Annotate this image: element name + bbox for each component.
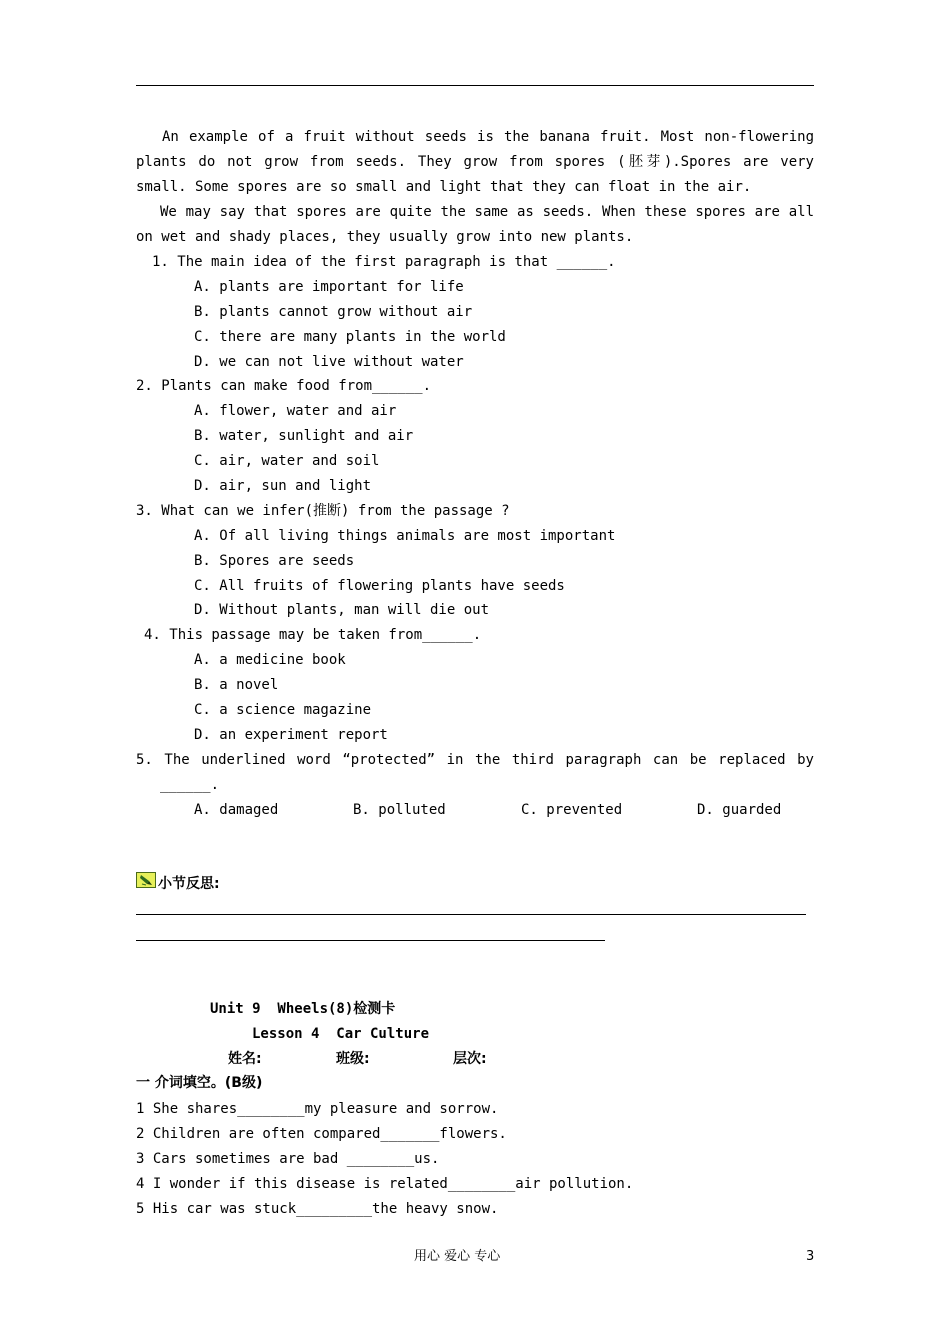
question-5-stem-continued: ______.	[160, 777, 220, 793]
question-1-stem: 1. The main idea of the first paragraph is that ______.	[152, 254, 616, 270]
level-label: 层次:	[453, 1051, 487, 1067]
passage-p1-line3: small. Some spores are so small and light that they can float in the air.	[136, 179, 752, 195]
question-1-option-a: A. plants are important for life	[194, 279, 464, 295]
reflection-line-1	[136, 914, 806, 915]
question-1-option-b: B. plants cannot grow without air	[194, 304, 473, 320]
unit-title: Unit 9 Wheels(8)检测卡	[210, 1001, 396, 1017]
passage-p1-line1: An example of a fruit without seeds is the banana fruit. Most non-flowering	[162, 129, 814, 145]
question-5-stem: 5. The underlined word “protected” in the third paragraph can be replaced by	[136, 752, 814, 768]
question-2-stem: 2. Plants can make food from______.	[136, 378, 432, 394]
lesson-title: Lesson 4 Car Culture	[252, 1026, 430, 1042]
header-rule	[136, 85, 814, 86]
question-5-option-b: B. polluted	[353, 802, 446, 818]
question-4-option-c: C. a science magazine	[194, 702, 372, 718]
question-3-option-b: B. Spores are seeds	[194, 553, 355, 569]
pencil-icon	[136, 872, 156, 888]
question-5-option-d: D. guarded	[697, 802, 782, 818]
part-heading: 一 介词填空。(B级)	[136, 1075, 263, 1091]
passage-p1-line2: plants do not grow from seeds. They grow from spores (胚芽).Spores are very	[136, 154, 814, 170]
question-4-stem: 4. This passage may be taken from______.	[144, 627, 482, 643]
passage-p2-line1: We may say that spores are quite the same as seeds. When these spores are all	[160, 204, 814, 220]
reflection-line-2	[136, 940, 605, 941]
question-5-option-a: A. damaged	[194, 802, 279, 818]
page-number: 3	[806, 1249, 815, 1264]
name-label: 姓名:	[228, 1051, 262, 1067]
question-3-option-a: A. Of all living things animals are most important	[194, 528, 616, 544]
question-2-option-c: C. air, water and soil	[194, 453, 380, 469]
question-2-option-a: A. flower, water and air	[194, 403, 397, 419]
question-2-option-b: B. water, sunlight and air	[194, 428, 414, 444]
question-3-option-c: C. All fruits of flowering plants have seeds	[194, 578, 565, 594]
fill-item-1: 1 She shares________my pleasure and sorrow.	[136, 1101, 499, 1117]
footer-motto: 用心 爱心 专心	[414, 1249, 501, 1264]
fill-item-2: 2 Children are often compared_______flowers.	[136, 1126, 507, 1142]
question-3-stem: 3. What can we infer(推断) from the passage ?	[136, 503, 510, 519]
fill-item-3: 3 Cars sometimes are bad ________us.	[136, 1151, 440, 1167]
question-2-option-d: D. air, sun and light	[194, 478, 372, 494]
reflection-label: 小节反思:	[158, 876, 220, 892]
class-label: 班级:	[336, 1051, 370, 1067]
question-4-option-b: B. a novel	[194, 677, 279, 693]
question-3-option-d: D. Without plants, man will die out	[194, 602, 490, 618]
question-4-option-d: D. an experiment report	[194, 727, 388, 743]
passage-p2-line2: on wet and shady places, they usually grow into new plants.	[136, 229, 634, 245]
question-4-option-a: A. a medicine book	[194, 652, 346, 668]
fill-item-5: 5 His car was stuck_________the heavy snow.	[136, 1201, 499, 1217]
question-5-option-c: C. prevented	[521, 802, 623, 818]
fill-item-4: 4 I wonder if this disease is related________air pollution.	[136, 1176, 634, 1192]
question-1-option-c: C. there are many plants in the world	[194, 329, 506, 345]
question-1-option-d: D. we can not live without water	[194, 354, 464, 370]
